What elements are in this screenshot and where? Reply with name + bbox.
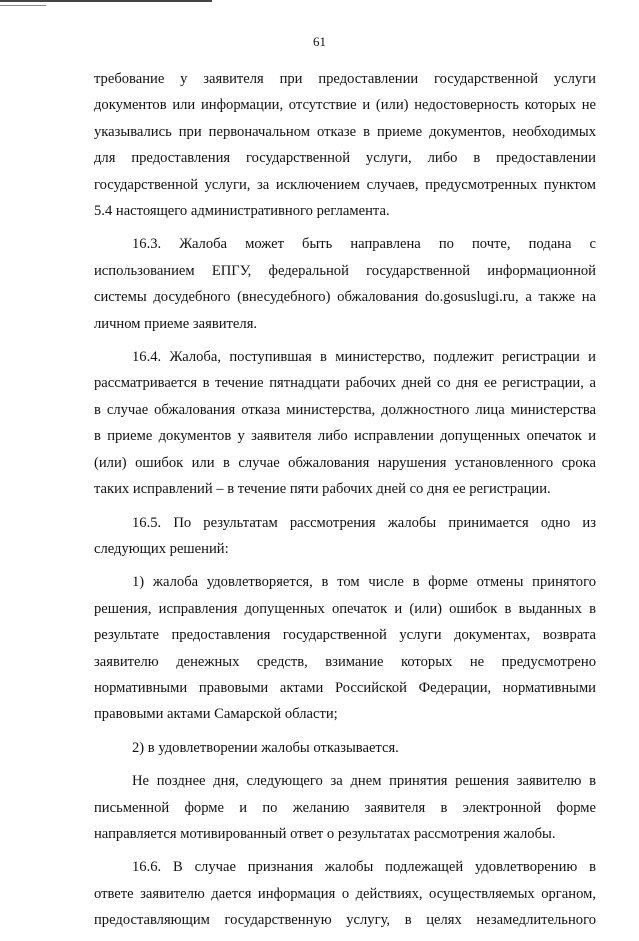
text-line: системы досудебного (внесудебного) обжалования do.gosuslugi.ru, а также на: [94, 289, 596, 306]
text-line: требование у заявителя при предоставлении государственной услуги: [94, 71, 596, 87]
text-line: направляется мотивированный ответ о результатах рассмотрения жалобы.: [94, 825, 556, 842]
text-line: 1) жалоба удовлетворяется, в том числе в форме отмены принятого: [132, 574, 596, 591]
text-line: 16.6. В случае признания жалобы подлежащей удовлетворению в: [132, 859, 596, 876]
text-line: таких исправлений – в течение пяти рабочих дней со дня ее регистрации.: [94, 481, 551, 498]
text-line: нормативными правовыми актами Российской Федерации, нормативными: [94, 679, 596, 696]
paragraph-p6: [94, 735, 596, 761]
text-line: в приеме документов у заявителя либо исправлении допущенных опечаток и: [94, 428, 596, 445]
scan-edge-mark: [0, 0, 212, 2]
text-line: ответе заявителю дается информация о действиях, осуществляемых органом,: [94, 885, 596, 902]
paragraph-p1: [94, 66, 596, 224]
text-line: 16.5. По результатам рассмотрения жалобы принимается одно из: [132, 514, 596, 531]
text-line: правовыми актами Самарской области;: [94, 706, 338, 723]
scan-edge-mark-secondary: [0, 5, 46, 6]
text-line: (или) ошибок или в случае обжалования нарушения установленного срока: [94, 454, 596, 471]
text-line: рассматривается в течение пятнадцати рабочих дней со дня ее регистрации, а: [94, 375, 596, 392]
text-line: следующих решений:: [94, 540, 229, 557]
document-body: [94, 66, 596, 941]
text-line: документов или информации, отсутствие и (или) недостоверность которых не: [94, 97, 596, 114]
text-line: заявителю денежных средств, взимание которых не предусмотрено: [94, 653, 596, 670]
text-line: 16.4. Жалоба, поступившая в министерство, подлежит регистрации и: [132, 349, 596, 366]
paragraph-p4: [94, 510, 596, 563]
text-line: 16.3. Жалоба может быть направлена по почте, подана с: [132, 236, 596, 253]
text-line: личном приеме заявителя.: [94, 315, 258, 332]
paragraph-p8: [94, 854, 596, 933]
text-line: использованием ЕПГУ, федеральной государственной информационной: [94, 262, 596, 279]
text-line: в случае обжалования отказа министерства, должностного лица министерства: [94, 401, 596, 418]
text-line: государственной услуги, за исключением случаев, предусмотренных пунктом: [94, 176, 596, 193]
paragraph-p7: [94, 768, 596, 847]
page-number: 61: [313, 34, 326, 49]
paragraph-p3: [94, 344, 596, 502]
text-line: 5.4 настоящего административного регламента.: [94, 203, 390, 220]
paragraph-p5: [94, 569, 596, 727]
text-line: предоставляющим государственную услугу, в целях незамедлительного: [94, 912, 596, 929]
paragraph-p2: [94, 231, 596, 337]
text-line: для предоставления государственной услуги, либо в предоставлении: [94, 150, 596, 167]
text-line: 2) в удовлетворении жалобы отказывается.: [132, 739, 399, 756]
text-line: письменной форме и по желанию заявителя в электронной форме: [94, 799, 596, 816]
text-line: результате предоставления государственной услуги документах, возврата: [94, 627, 596, 644]
text-line: Не позднее дня, следующего за днем принятия решения заявителю в: [132, 773, 596, 790]
text-line: решения, исправления допущенных опечаток и (или) ошибок в выданных в: [94, 600, 596, 617]
text-line: указывались при первоначальном отказе в приеме документов, необходимых: [94, 123, 596, 140]
